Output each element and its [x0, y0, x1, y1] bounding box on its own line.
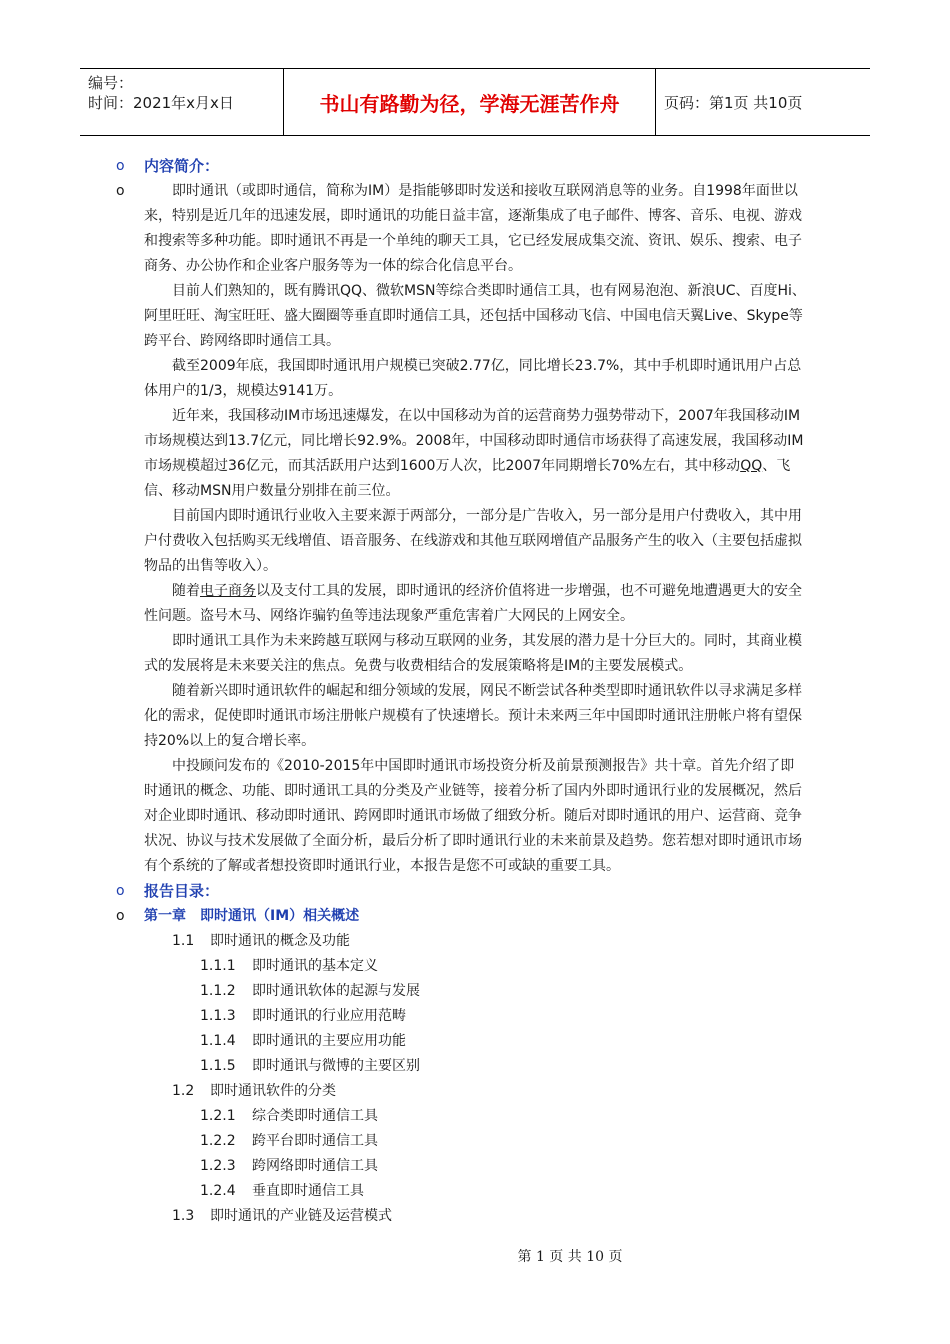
bullet-icon: o — [116, 883, 125, 899]
toc-number: 1.2.3 — [200, 1158, 236, 1174]
toc-entry[interactable] — [116, 1054, 806, 1079]
paragraph: 中投顾问发布的《2010-2015年中国即时通讯市场投资分析及前景预测报告》共十章。首先介绍了即时通讯的概念、功能、即时通讯工具的分类及产业链等，接着分析了国内外即时通讯行业的发展概况，然后对企业即时通讯、移动即时通讯、跨网即时通讯市场做了细致分析。随后对即时通讯的用户、运营商、竞争状况、协议与技术发展做了全面分析，最后分析了即时通讯行业的未来前景及趋势。您若想对即时通讯市场有个系统的了解或者想投资即时通讯行业，本报告是您不可或缺的重要工具。 — [144, 758, 802, 874]
intro-body-row — [116, 179, 806, 879]
intro-heading-row — [116, 154, 806, 179]
toc-number: 1.3 — [172, 1208, 195, 1224]
page-footer: 第 1 页 共 10 页 — [517, 1249, 623, 1265]
toc-entry[interactable] — [116, 929, 806, 954]
toc-entry[interactable] — [116, 1204, 806, 1229]
paragraph: 目前人们熟知的，既有腾讯QQ、微软MSN等综合类即时通信工具，也有网易泡泡、新浪UC、百度Hi、阿里旺旺、淘宝旺旺、盛大圈圈等垂直即时通信工具，还包括中国移动飞信、中国电信天翼Live、Skype等跨平台、跨网络即时通信工具。 — [144, 283, 806, 349]
toc-entry[interactable] — [116, 954, 806, 979]
number-label: 编号： — [88, 74, 134, 92]
toc-label: 跨网络即时通信工具 — [252, 1158, 378, 1174]
paragraph: 近年来，我国移动IM市场迅速爆发，在以中国移动为首的运营商势力强势带动下，2007年我国移动IM市场规模达到13.7亿元，同比增长92.9%。2008年，中国移动即时通信市场获得了高速发展，我国移动IM市场规模超过36亿元，而其活跃用户达到1600万人次，比2007年同期增长70%左右，其中移动QQ、飞信、移动MSN用户数量分别排在前三位。 — [144, 408, 804, 499]
toc-heading-row — [116, 879, 806, 904]
header-page-info: 页码：第1页 共10页 — [664, 93, 803, 112]
toc-number: 1.1 — [172, 933, 195, 949]
toc-entry[interactable] — [116, 1154, 806, 1179]
paragraph: 随着电子商务以及支付工具的发展，即时通讯的经济价值将进一步增强，也不可避免地遭遇更大的安全性问题。盗号木马、网络诈骗钓鱼等违法现象严重危害着广大网民的上网安全。 — [144, 583, 802, 624]
date-label: 时间：2021年x月x日 — [88, 94, 234, 112]
bullet-icon: o — [116, 908, 125, 924]
toc-entry[interactable] — [116, 1004, 806, 1029]
paragraph: 目前国内即时通讯行业收入主要来源于两部分，一部分是广告收入，另一部分是用户付费收入，其中用户付费收入包括购买无线增值、语音服务、在线游戏和其他互联网增值产品服务产生的收入（主要包括虚拟物品的出售等收入）。 — [144, 508, 802, 574]
document-header — [80, 68, 870, 136]
inline-link[interactable]: 电子商务 — [200, 583, 256, 599]
toc-number: 1.1.3 — [200, 1008, 236, 1024]
toc-label: 综合类即时通信工具 — [252, 1108, 378, 1124]
paragraph: 随着新兴即时通讯软件的崛起和细分领域的发展，网民不断尝试各种类型即时通讯软件以寻求满足多样化的需求，促使即时通讯市场注册帐户规模有了快速增长。预计未来两三年中国即时通讯注册帐户将有望保持20%以上的复合增长率。 — [144, 683, 802, 749]
toc-label: 即时通讯与微博的主要区别 — [252, 1058, 420, 1074]
toc-entry[interactable] — [116, 1029, 806, 1054]
intro-title: 内容简介： — [144, 157, 220, 175]
toc-label: 跨平台即时通信工具 — [252, 1133, 378, 1149]
toc-label: 即时通讯软体的起源与发展 — [252, 983, 420, 999]
header-motto: 书山有路勤为径，学海无涯苦作舟 — [283, 69, 656, 135]
toc-label: 即时通讯的主要应用功能 — [252, 1033, 406, 1049]
toc-chapter-row — [116, 904, 806, 929]
toc-number: 1.2.4 — [200, 1183, 236, 1199]
toc-label: 即时通讯的产业链及运营模式 — [210, 1208, 392, 1224]
toc-entry[interactable] — [116, 1129, 806, 1154]
toc-label: 即时通讯软件的分类 — [210, 1083, 336, 1099]
toc-number: 1.2.2 — [200, 1133, 236, 1149]
toc-label: 即时通讯的概念及功能 — [210, 933, 350, 949]
toc-entry[interactable] — [116, 1079, 806, 1104]
toc-number: 1.1.1 — [200, 958, 236, 974]
toc-entry[interactable] — [116, 979, 806, 1004]
paragraph: 即时通讯（或即时通信，简称为IM）是指能够即时发送和接收互联网消息等的业务。自1998年面世以来，特别是近几年的迅速发展，即时通讯的功能日益丰富，逐渐集成了电子邮件、博客、音乐、电视、游戏和搜索等多种功能。即时通讯不再是一个单纯的聊天工具，它已经发展成集交流、资讯、娱乐、搜索、电子商务、办公协作和企业客户服务等为一体的综合化信息平台。 — [144, 183, 802, 274]
bullet-icon: o — [116, 183, 125, 199]
toc-title: 报告目录： — [144, 882, 220, 900]
intro-paragraphs — [116, 179, 806, 879]
paragraph: 截至2009年底，我国即时通讯用户规模已突破2.77亿，同比增长23.7%，其中手机即时通讯用户占总体用户的1/3，规模达9141万。 — [144, 358, 802, 399]
toc-label: 即时通讯的基本定义 — [252, 958, 378, 974]
document-body — [116, 154, 806, 1229]
toc-chapter[interactable]: 第一章 即时通讯（IM）相关概述 — [144, 908, 360, 924]
toc-number: 1.1.5 — [200, 1058, 236, 1074]
paragraph: 即时通讯工具作为未来跨越互联网与移动互联网的业务，其发展的潜力是十分巨大的。同时，其商业模式的发展将是未来要关注的焦点。免费与收费相结合的发展策略将是IM的主要发展模式。 — [144, 633, 802, 674]
toc-entry[interactable] — [116, 1179, 806, 1204]
header-meta — [80, 69, 283, 135]
toc-label: 即时通讯的行业应用范畴 — [252, 1008, 406, 1024]
toc-label: 垂直即时通信工具 — [252, 1183, 364, 1199]
inline-link[interactable]: QQ — [740, 458, 763, 474]
toc-number: 1.2 — [172, 1083, 195, 1099]
toc-number: 1.1.2 — [200, 983, 236, 999]
toc-number: 1.1.4 — [200, 1033, 236, 1049]
bullet-icon: o — [116, 158, 125, 174]
toc-number: 1.2.1 — [200, 1108, 236, 1124]
toc-entry[interactable] — [116, 1104, 806, 1129]
